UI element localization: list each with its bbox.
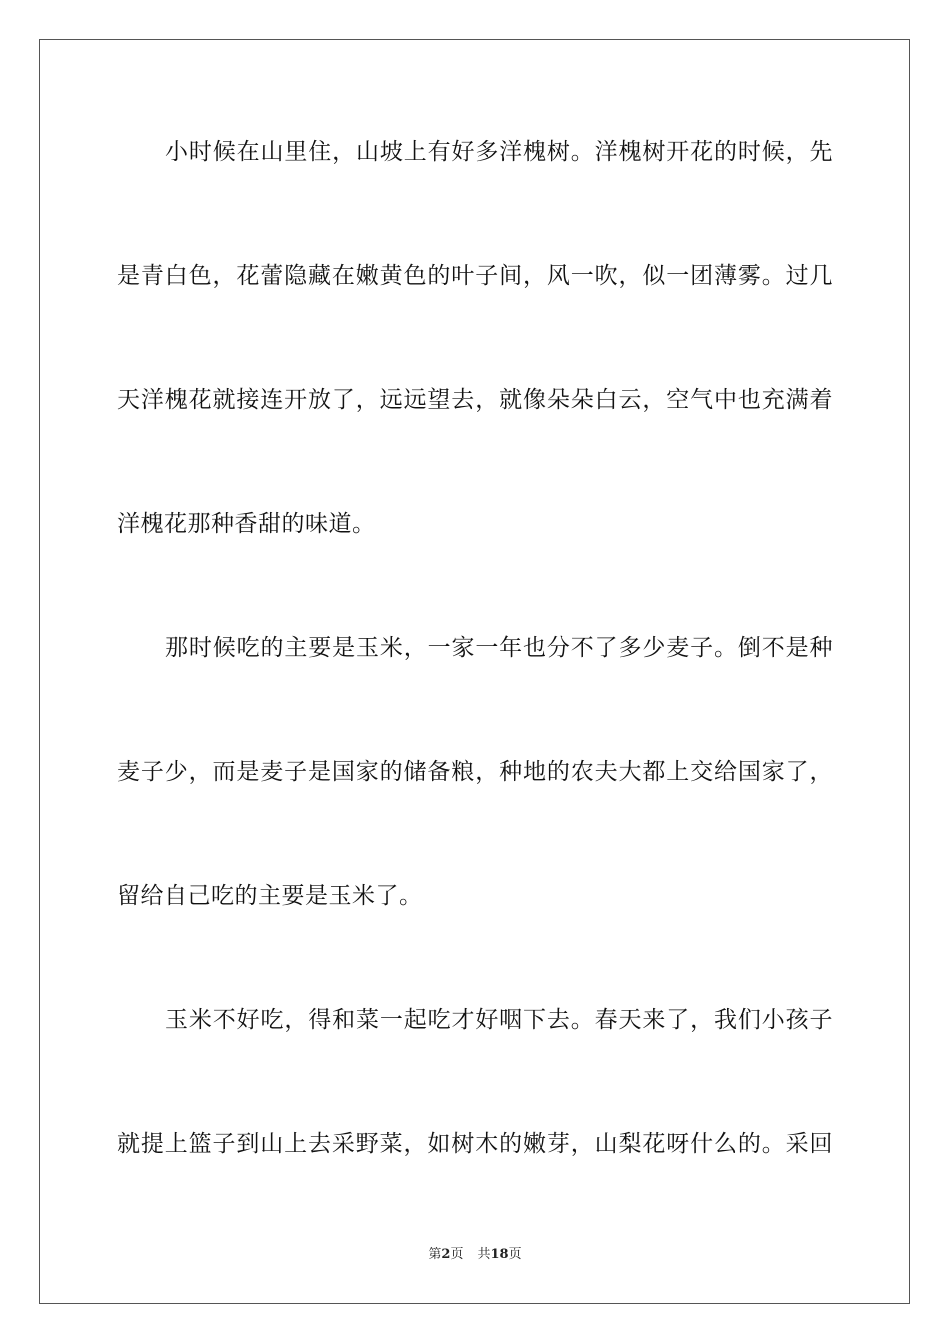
text-line: 留给自己吃的主要是玉米了。 <box>117 883 423 909</box>
page-prefix: 第 <box>428 1247 442 1262</box>
total-suffix: 页 <box>508 1247 522 1262</box>
total-prefix: 共 <box>477 1247 491 1262</box>
current-page-number: 2 <box>441 1247 451 1262</box>
page-number-footer <box>0 1246 950 1264</box>
text-line: 是青白色，花蕾隐藏在嫩黄色的叶子间，风一吹，似一团薄雾。过几 <box>117 263 833 289</box>
total-page-count: 18 <box>490 1247 509 1262</box>
page-border <box>39 39 910 1304</box>
text-line: 洋槐花那种香甜的味道。 <box>117 511 376 537</box>
text-line: 就提上篮子到山上去采野菜，如树木的嫩芽，山梨花呀什么的。采回 <box>117 1131 833 1157</box>
text-line: 那时候吃的主要是玉米，一家一年也分不了多少麦子。倒不是种 <box>165 635 833 661</box>
text-line: 玉米不好吃，得和菜一起吃才好咽下去。春天来了，我们小孩子 <box>165 1007 833 1033</box>
text-line: 天洋槐花就接连开放了，远远望去，就像朵朵白云，空气中也充满着 <box>117 387 833 413</box>
page-suffix: 页 <box>450 1247 464 1262</box>
text-line: 麦子少，而是麦子是国家的储备粮，种地的农夫大都上交给国家了， <box>117 759 833 785</box>
text-line: 小时候在山里住，山坡上有好多洋槐树。洋槐树开花的时候，先 <box>165 139 833 165</box>
